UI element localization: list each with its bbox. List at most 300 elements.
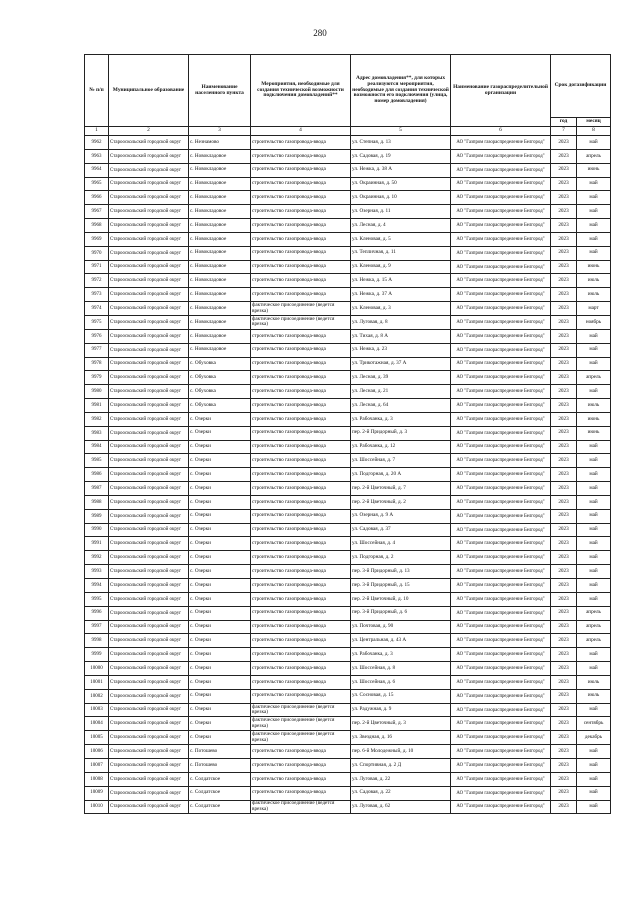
table-row xyxy=(85,274,611,288)
measure-cell: строительство газопровода-ввода xyxy=(251,662,351,676)
measure-cell: строительство газопровода-ввода xyxy=(251,412,351,426)
settlement-cell: с. Новокладовое xyxy=(189,260,251,274)
year-cell: 2023 xyxy=(551,205,577,219)
address-cell: ул. Степная, д. 13 xyxy=(351,136,451,150)
row-number: 10004 xyxy=(85,717,109,731)
measure-cell: строительство газопровода-ввода xyxy=(251,232,351,246)
settlement-cell: с. Незнамово xyxy=(189,136,251,150)
row-number: 9966 xyxy=(85,191,109,205)
settlement-cell: с. Обуховка xyxy=(189,357,251,371)
municipality-cell: Старооскольский городской округ xyxy=(109,371,189,385)
organization-cell: АО "Газпром газораспределение Белгород" xyxy=(451,786,551,800)
municipality-cell: Старооскольский городской округ xyxy=(109,426,189,440)
municipality-cell: Старооскольский городской округ xyxy=(109,329,189,343)
address-cell: ул. Подгорная, д. 20 А xyxy=(351,468,451,482)
municipality-cell: Старооскольский городской округ xyxy=(109,412,189,426)
organization-cell: АО "Газпром газораспределение Белгород" xyxy=(451,260,551,274)
column-number: 7 xyxy=(551,127,577,136)
year-cell: 2023 xyxy=(551,703,577,717)
address-cell: ул. Садовая, д. 22 xyxy=(351,786,451,800)
header-municipality: Муниципальное образование xyxy=(109,55,189,127)
month-cell: май xyxy=(577,579,611,593)
row-number: 9974 xyxy=(85,302,109,316)
address-cell: пер. 2-й Цветочный, д. 10 xyxy=(351,592,451,606)
municipality-cell: Старооскольский городской округ xyxy=(109,343,189,357)
table-row xyxy=(85,565,611,579)
organization-cell: АО "Газпром газораспределение Белгород" xyxy=(451,565,551,579)
measure-cell: строительство газопровода-ввода xyxy=(251,509,351,523)
settlement-cell: с. Новокладовое xyxy=(189,302,251,316)
month-cell: май xyxy=(577,232,611,246)
year-cell: 2023 xyxy=(551,579,577,593)
year-cell: 2023 xyxy=(551,260,577,274)
municipality-cell: Старооскольский городской округ xyxy=(109,579,189,593)
table-row xyxy=(85,634,611,648)
address-cell: ул. Озерная, д. 9 А xyxy=(351,509,451,523)
measure-cell: строительство газопровода-ввода xyxy=(251,758,351,772)
measure-cell: фактическое присоединение (ведется врезка) xyxy=(251,703,351,717)
table-row xyxy=(85,191,611,205)
table-row xyxy=(85,648,611,662)
organization-cell: АО "Газпром газораспределение Белгород" xyxy=(451,136,551,150)
table-row xyxy=(85,302,611,316)
table-row xyxy=(85,343,611,357)
settlement-cell: с. Озерки xyxy=(189,412,251,426)
municipality-cell: Старооскольский городской округ xyxy=(109,758,189,772)
header-measures: Мероприятия, необходимые для создания технической возможности подключения домовладений** xyxy=(251,55,351,127)
address-cell: ул. Кленовая, д. 9 xyxy=(351,260,451,274)
address-cell: ул. Спортивная, д. 2 Д xyxy=(351,758,451,772)
month-cell: май xyxy=(577,357,611,371)
table-row xyxy=(85,689,611,703)
organization-cell: АО "Газпром газораспределение Белгород" xyxy=(451,246,551,260)
organization-cell: АО "Газпром газораспределение Белгород" xyxy=(451,717,551,731)
organization-cell: АО "Газпром газораспределение Белгород" xyxy=(451,634,551,648)
month-cell: май xyxy=(577,385,611,399)
measure-cell: строительство газопровода-ввода xyxy=(251,454,351,468)
row-number: 9964 xyxy=(85,163,109,177)
month-cell: май xyxy=(577,551,611,565)
measure-cell: строительство газопровода-ввода xyxy=(251,482,351,496)
organization-cell: АО "Газпром газораспределение Белгород" xyxy=(451,800,551,814)
municipality-cell: Старооскольский городской округ xyxy=(109,800,189,814)
row-number: 9981 xyxy=(85,399,109,413)
table-row xyxy=(85,329,611,343)
month-cell: май xyxy=(577,454,611,468)
row-number: 10001 xyxy=(85,675,109,689)
column-number: 6 xyxy=(451,127,551,136)
year-cell: 2023 xyxy=(551,800,577,814)
municipality-cell: Старооскольский городской округ xyxy=(109,302,189,316)
header-month: месяц xyxy=(577,118,611,127)
table-row xyxy=(85,800,611,814)
settlement-cell: с. Новокладовое xyxy=(189,246,251,260)
municipality-cell: Старооскольский городской округ xyxy=(109,288,189,302)
row-number: 9963 xyxy=(85,149,109,163)
organization-cell: АО "Газпром газораспределение Белгород" xyxy=(451,426,551,440)
column-number: 2 xyxy=(109,127,189,136)
municipality-cell: Старооскольский городской округ xyxy=(109,745,189,759)
table-row xyxy=(85,468,611,482)
settlement-cell: с. Озерки xyxy=(189,537,251,551)
column-number: 8 xyxy=(577,127,611,136)
measure-cell: строительство газопровода-ввода xyxy=(251,745,351,759)
table-row xyxy=(85,219,611,233)
row-number: 9977 xyxy=(85,343,109,357)
month-cell: май xyxy=(577,509,611,523)
organization-cell: АО "Газпром газораспределение Белгород" xyxy=(451,495,551,509)
address-cell: ул. Кленовая, д. 3 xyxy=(351,302,451,316)
year-cell: 2023 xyxy=(551,675,577,689)
year-cell: 2023 xyxy=(551,371,577,385)
table-row xyxy=(85,495,611,509)
settlement-cell: с. Озерки xyxy=(189,675,251,689)
address-cell: ул. Радужная, д. 9 xyxy=(351,703,451,717)
municipality-cell: Старооскольский городской округ xyxy=(109,454,189,468)
year-cell: 2023 xyxy=(551,399,577,413)
year-cell: 2023 xyxy=(551,772,577,786)
address-cell: пер. 3-й Придорный, д. 6 xyxy=(351,606,451,620)
address-cell: пер. 3-й Придорный, д. 15 xyxy=(351,579,451,593)
table-row xyxy=(85,399,611,413)
table-row xyxy=(85,592,611,606)
address-cell: ул. Центральная, д. 43 А xyxy=(351,634,451,648)
month-cell: ноябрь xyxy=(577,315,611,329)
table-header xyxy=(85,55,611,136)
month-cell: май xyxy=(577,772,611,786)
settlement-cell: с. Обуховка xyxy=(189,385,251,399)
measure-cell: строительство газопровода-ввода xyxy=(251,495,351,509)
measure-cell: строительство газопровода-ввода xyxy=(251,606,351,620)
measure-cell: строительство газопровода-ввода xyxy=(251,260,351,274)
settlement-cell: с. Озерки xyxy=(189,579,251,593)
address-cell: ул. Лесная, д. 64 xyxy=(351,399,451,413)
month-cell: май xyxy=(577,648,611,662)
month-cell: декабрь xyxy=(577,731,611,745)
settlement-cell: с. Озерки xyxy=(189,523,251,537)
measure-cell: строительство газопровода-ввода xyxy=(251,772,351,786)
measure-cell: строительство газопровода-ввода xyxy=(251,468,351,482)
address-cell: ул. Луговая, д. 62 xyxy=(351,800,451,814)
settlement-cell: с. Озерки xyxy=(189,454,251,468)
address-cell: пер. 6-й Молодежный, д. 10 xyxy=(351,745,451,759)
month-cell: май xyxy=(577,800,611,814)
settlement-cell: с. Обуховка xyxy=(189,371,251,385)
row-number: 9969 xyxy=(85,232,109,246)
address-cell: ул. Тихая, д. 8 А xyxy=(351,329,451,343)
municipality-cell: Старооскольский городской округ xyxy=(109,662,189,676)
row-number: 9982 xyxy=(85,412,109,426)
year-cell: 2023 xyxy=(551,232,577,246)
settlement-cell: с. Озерки xyxy=(189,426,251,440)
month-cell: июль xyxy=(577,288,611,302)
organization-cell: АО "Газпром газораспределение Белгород" xyxy=(451,731,551,745)
table-row xyxy=(85,232,611,246)
settlement-cell: с. Озерки xyxy=(189,634,251,648)
municipality-cell: Старооскольский городской округ xyxy=(109,620,189,634)
settlement-cell: с. Озерки xyxy=(189,565,251,579)
year-cell: 2023 xyxy=(551,412,577,426)
address-cell: ул. Окраинная, д. 50 xyxy=(351,177,451,191)
organization-cell: АО "Газпром газораспределение Белгород" xyxy=(451,703,551,717)
organization-cell: АО "Газпром газораспределение Белгород" xyxy=(451,551,551,565)
year-cell: 2023 xyxy=(551,191,577,205)
month-cell: май xyxy=(577,191,611,205)
table-row xyxy=(85,315,611,329)
measure-cell: строительство газопровода-ввода xyxy=(251,592,351,606)
measure-cell: строительство газопровода-ввода xyxy=(251,274,351,288)
measure-cell: строительство газопровода-ввода xyxy=(251,648,351,662)
organization-cell: АО "Газпром газораспределение Белгород" xyxy=(451,163,551,177)
municipality-cell: Старооскольский городской округ xyxy=(109,232,189,246)
organization-cell: АО "Газпром газораспределение Белгород" xyxy=(451,745,551,759)
month-cell: сентябрь xyxy=(577,717,611,731)
organization-cell: АО "Газпром газораспределение Белгород" xyxy=(451,357,551,371)
month-cell: июль xyxy=(577,675,611,689)
address-cell: ул. Подгорная, д. 2 xyxy=(351,551,451,565)
column-number: 1 xyxy=(85,127,109,136)
settlement-cell: с. Озерки xyxy=(189,662,251,676)
measure-cell: строительство газопровода-ввода xyxy=(251,371,351,385)
year-cell: 2023 xyxy=(551,758,577,772)
organization-cell: АО "Газпром газораспределение Белгород" xyxy=(451,482,551,496)
municipality-cell: Старооскольский городской округ xyxy=(109,592,189,606)
month-cell: апрель xyxy=(577,634,611,648)
municipality-cell: Старооскольский городской округ xyxy=(109,260,189,274)
row-number: 10009 xyxy=(85,786,109,800)
address-cell: ул. Окраинная, д. 10 xyxy=(351,191,451,205)
row-number: 9972 xyxy=(85,274,109,288)
month-cell: май xyxy=(577,495,611,509)
row-number: 9962 xyxy=(85,136,109,150)
row-number: 10003 xyxy=(85,703,109,717)
organization-cell: АО "Газпром газораспределение Белгород" xyxy=(451,315,551,329)
municipality-cell: Старооскольский городской округ xyxy=(109,399,189,413)
settlement-cell: с. Потошево xyxy=(189,758,251,772)
month-cell: май xyxy=(577,592,611,606)
year-cell: 2023 xyxy=(551,357,577,371)
table-row xyxy=(85,260,611,274)
table-row xyxy=(85,426,611,440)
municipality-cell: Старооскольский городской округ xyxy=(109,689,189,703)
year-cell: 2023 xyxy=(551,177,577,191)
address-cell: ул. Шоссейная, д. 8 xyxy=(351,662,451,676)
row-number: 9999 xyxy=(85,648,109,662)
municipality-cell: Старооскольский городской округ xyxy=(109,357,189,371)
month-cell: июнь xyxy=(577,412,611,426)
address-cell: ул. Рабочанка, д. 3 xyxy=(351,648,451,662)
year-cell: 2023 xyxy=(551,163,577,177)
year-cell: 2023 xyxy=(551,717,577,731)
row-number: 9980 xyxy=(85,385,109,399)
municipality-cell: Старооскольский городской округ xyxy=(109,385,189,399)
table-body xyxy=(85,136,611,814)
municipality-cell: Старооскольский городской округ xyxy=(109,191,189,205)
measure-cell: строительство газопровода-ввода xyxy=(251,177,351,191)
table-row xyxy=(85,772,611,786)
organization-cell: АО "Газпром газораспределение Белгород" xyxy=(451,509,551,523)
month-cell: май xyxy=(577,136,611,150)
organization-cell: АО "Газпром газораспределение Белгород" xyxy=(451,454,551,468)
table-row xyxy=(85,149,611,163)
year-cell: 2023 xyxy=(551,731,577,745)
row-number: 10005 xyxy=(85,731,109,745)
organization-cell: АО "Газпром газораспределение Белгород" xyxy=(451,758,551,772)
settlement-cell: с. Озерки xyxy=(189,468,251,482)
measure-cell: строительство газопровода-ввода xyxy=(251,343,351,357)
organization-cell: АО "Газпром газораспределение Белгород" xyxy=(451,772,551,786)
month-cell: май xyxy=(577,482,611,496)
municipality-cell: Старооскольский городской округ xyxy=(109,731,189,745)
month-cell: май xyxy=(577,205,611,219)
year-cell: 2023 xyxy=(551,136,577,150)
municipality-cell: Старооскольский городской округ xyxy=(109,149,189,163)
table-row xyxy=(85,606,611,620)
row-number: 9996 xyxy=(85,606,109,620)
year-cell: 2023 xyxy=(551,302,577,316)
year-cell: 2023 xyxy=(551,329,577,343)
row-number: 9971 xyxy=(85,260,109,274)
address-cell: ул. Шоссейная, д. 7 xyxy=(351,454,451,468)
measure-cell: фактическое присоединение (ведется врезка) xyxy=(251,731,351,745)
address-cell: ул. Садовая, д. 37 xyxy=(351,523,451,537)
table-row xyxy=(85,731,611,745)
organization-cell: АО "Газпром газораспределение Белгород" xyxy=(451,579,551,593)
measure-cell: строительство газопровода-ввода xyxy=(251,329,351,343)
month-cell: май xyxy=(577,440,611,454)
address-cell: пер. 2-й Цветочный, д. 7 xyxy=(351,482,451,496)
organization-cell: АО "Газпром газораспределение Белгород" xyxy=(451,412,551,426)
table-row xyxy=(85,537,611,551)
settlement-cell: с. Озерки xyxy=(189,440,251,454)
settlement-cell: с. Новокладовое xyxy=(189,205,251,219)
settlement-cell: с. Новокладовое xyxy=(189,177,251,191)
table-row xyxy=(85,163,611,177)
organization-cell: АО "Газпром газораспределение Белгород" xyxy=(451,675,551,689)
measure-cell: строительство газопровода-ввода xyxy=(251,385,351,399)
settlement-cell: с. Новокладовое xyxy=(189,191,251,205)
month-cell: май xyxy=(577,537,611,551)
organization-cell: АО "Газпром газораспределение Белгород" xyxy=(451,468,551,482)
header-organization: Наименование газораспределительной организации xyxy=(451,55,551,127)
month-cell: июнь xyxy=(577,426,611,440)
month-cell: май xyxy=(577,786,611,800)
measure-cell: строительство газопровода-ввода xyxy=(251,163,351,177)
month-cell: май xyxy=(577,329,611,343)
address-cell: ул. Луговая, д. 22 xyxy=(351,772,451,786)
year-cell: 2023 xyxy=(551,482,577,496)
month-cell: июнь xyxy=(577,163,611,177)
address-cell: ул. Трикотажная, д. 37 А xyxy=(351,357,451,371)
measure-cell: строительство газопровода-ввода xyxy=(251,675,351,689)
page-number: 280 xyxy=(313,28,327,38)
month-cell: апрель xyxy=(577,606,611,620)
year-cell: 2023 xyxy=(551,565,577,579)
address-cell: ул. Тепличная, д. 11 xyxy=(351,246,451,260)
settlement-cell: с. Озерки xyxy=(189,551,251,565)
row-number: 10010 xyxy=(85,800,109,814)
organization-cell: АО "Газпром газораспределение Белгород" xyxy=(451,606,551,620)
municipality-cell: Старооскольский городской округ xyxy=(109,440,189,454)
year-cell: 2023 xyxy=(551,620,577,634)
table-row xyxy=(85,717,611,731)
settlement-cell: с. Новокладовое xyxy=(189,315,251,329)
year-cell: 2023 xyxy=(551,592,577,606)
settlement-cell: с. Озерки xyxy=(189,648,251,662)
settlement-cell: с. Озерки xyxy=(189,620,251,634)
row-number: 9967 xyxy=(85,205,109,219)
table-row xyxy=(85,454,611,468)
table-row xyxy=(85,440,611,454)
year-cell: 2023 xyxy=(551,274,577,288)
settlement-cell: с. Новокладовое xyxy=(189,232,251,246)
year-cell: 2023 xyxy=(551,246,577,260)
organization-cell: АО "Газпром газораспределение Белгород" xyxy=(451,177,551,191)
address-cell: ул. Шоссейная, д. 6 xyxy=(351,675,451,689)
table-row xyxy=(85,482,611,496)
row-number: 9965 xyxy=(85,177,109,191)
row-number: 9983 xyxy=(85,426,109,440)
municipality-cell: Старооскольский городской округ xyxy=(109,495,189,509)
row-number: 9970 xyxy=(85,246,109,260)
organization-cell: АО "Газпром газораспределение Белгород" xyxy=(451,620,551,634)
municipality-cell: Старооскольский городской округ xyxy=(109,551,189,565)
measure-cell: строительство газопровода-ввода xyxy=(251,426,351,440)
month-cell: июль xyxy=(577,399,611,413)
table-row xyxy=(85,703,611,717)
address-cell: ул. Озерная, д. 11 xyxy=(351,205,451,219)
municipality-cell: Старооскольский городской округ xyxy=(109,274,189,288)
organization-cell: АО "Газпром газораспределение Белгород" xyxy=(451,648,551,662)
settlement-cell: с. Озерки xyxy=(189,495,251,509)
settlement-cell: с. Новокладовое xyxy=(189,274,251,288)
month-cell: май xyxy=(577,468,611,482)
table-row xyxy=(85,662,611,676)
row-number: 9997 xyxy=(85,620,109,634)
address-cell: ул. Лесная, д. 21 xyxy=(351,385,451,399)
row-number: 9988 xyxy=(85,495,109,509)
measure-cell: строительство газопровода-ввода xyxy=(251,620,351,634)
municipality-cell: Старооскольский городской округ xyxy=(109,703,189,717)
header-num: № п/п xyxy=(85,55,109,127)
year-cell: 2023 xyxy=(551,537,577,551)
year-cell: 2023 xyxy=(551,149,577,163)
organization-cell: АО "Газпром газораспределение Белгород" xyxy=(451,385,551,399)
measure-cell: строительство газопровода-ввода xyxy=(251,288,351,302)
address-cell: ул. Рабочанка, д. 3 xyxy=(351,412,451,426)
municipality-cell: Старооскольский городской округ xyxy=(109,523,189,537)
address-cell: ул. Шоссейная, д. 4 xyxy=(351,537,451,551)
organization-cell: АО "Газпром газораспределение Белгород" xyxy=(451,371,551,385)
header-deadline: Срок догазификации xyxy=(551,55,611,118)
municipality-cell: Старооскольский городской округ xyxy=(109,537,189,551)
table-row xyxy=(85,786,611,800)
year-cell: 2023 xyxy=(551,440,577,454)
measure-cell: строительство газопровода-ввода xyxy=(251,565,351,579)
measure-cell: строительство газопровода-ввода xyxy=(251,136,351,150)
row-number: 9984 xyxy=(85,440,109,454)
address-cell: пер. 2-й Придорный, д. 3 xyxy=(351,426,451,440)
row-number: 10006 xyxy=(85,745,109,759)
measure-cell: строительство газопровода-ввода xyxy=(251,689,351,703)
settlement-cell: с. Новокладовое xyxy=(189,219,251,233)
measure-cell: строительство газопровода-ввода xyxy=(251,246,351,260)
organization-cell: АО "Газпром газораспределение Белгород" xyxy=(451,399,551,413)
year-cell: 2023 xyxy=(551,745,577,759)
table-row xyxy=(85,205,611,219)
year-cell: 2023 xyxy=(551,454,577,468)
month-cell: май xyxy=(577,343,611,357)
